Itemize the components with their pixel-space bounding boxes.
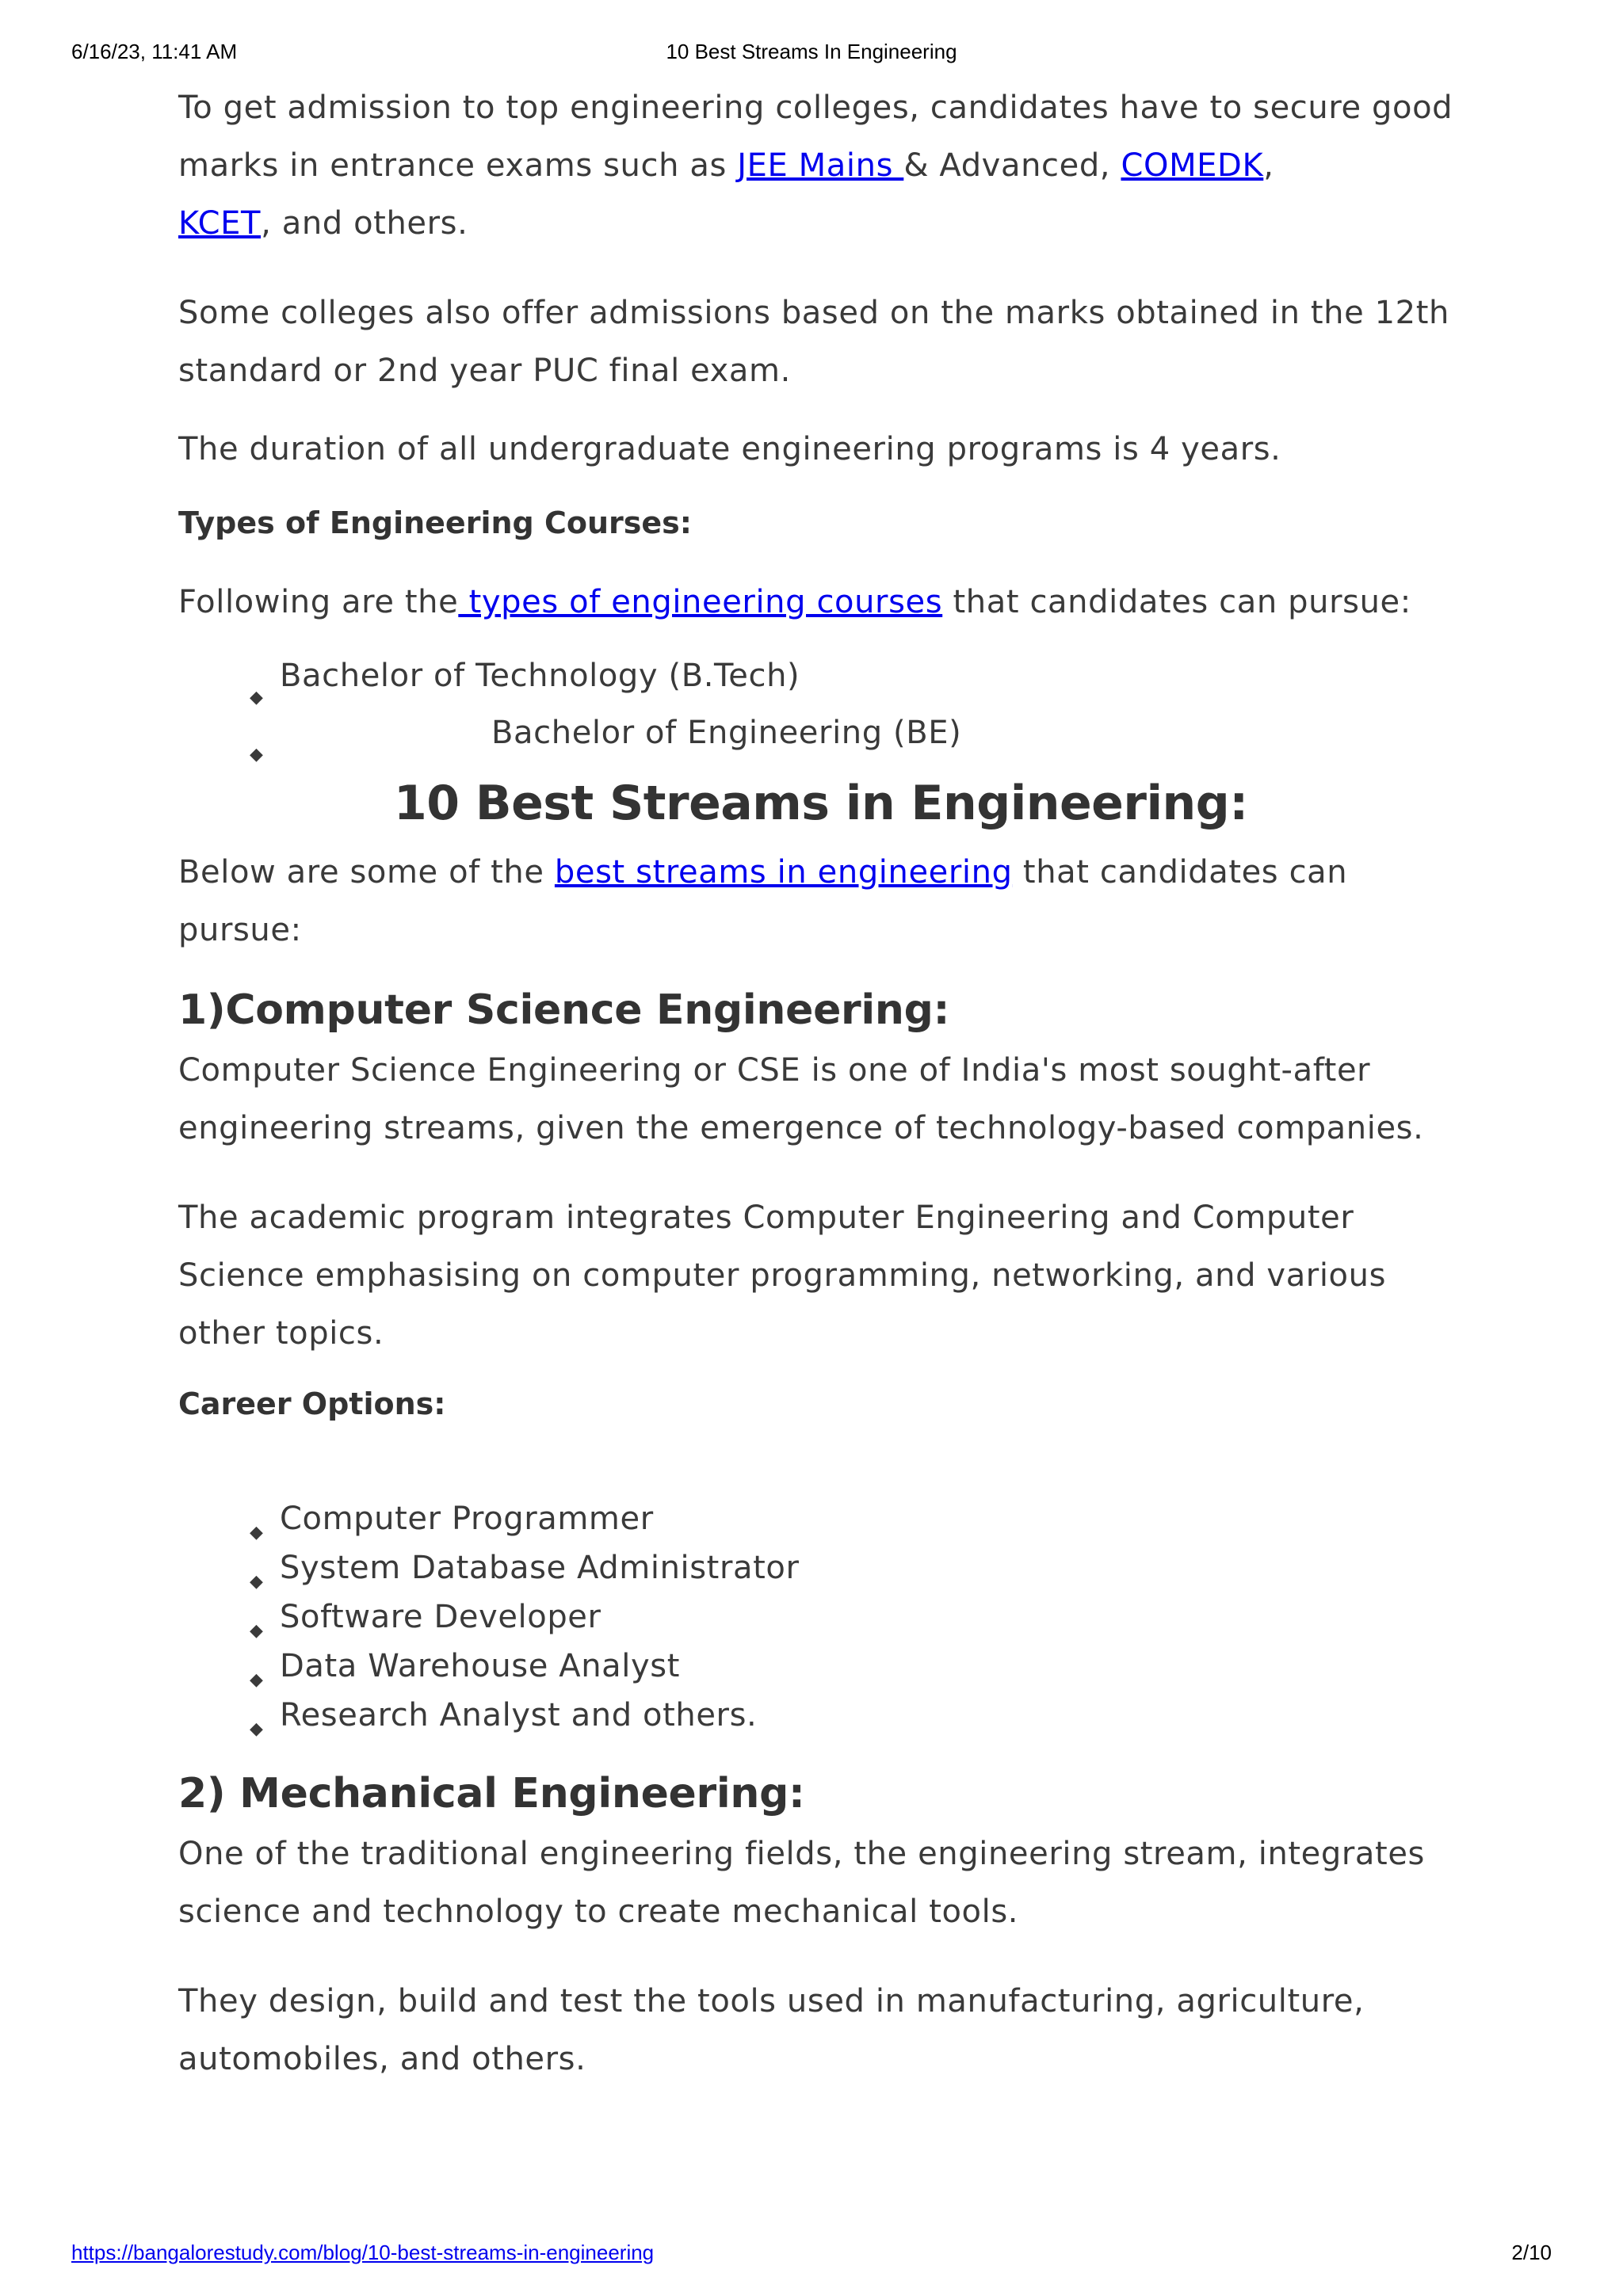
course-types-list — [178, 647, 1462, 765]
kcet-link[interactable]: KCET — [178, 205, 262, 242]
list-item-text: Data Warehouse Analyst — [280, 1648, 680, 1684]
list-item — [250, 1642, 1462, 1691]
intro-text: & Advanced, — [903, 147, 1121, 184]
types-lead — [178, 574, 1462, 631]
page-number: 2/10 — [1511, 2241, 1552, 2264]
list-item — [250, 704, 1462, 765]
main-lead — [178, 844, 1462, 959]
list-item — [250, 647, 1462, 707]
mechanical-paragraph-1: One of the traditional engineering fields, the engineering stream, integrates science and technology to create mechanical tools. — [178, 1836, 1425, 1930]
list-item-text: Bachelor of Engineering (BE) — [491, 715, 962, 751]
page-url-link[interactable]: https://bangalorestudy.com/blog/10-best-streams-in-engineering — [71, 2241, 655, 2264]
list-item-text: Bachelor of Technology (B.Tech) — [280, 658, 800, 694]
list-item — [250, 1543, 1462, 1592]
intro-paragraph-duration: The duration of all undergraduate engineering programs is 4 years. — [178, 431, 1281, 467]
list-item-text: System Database Administrator — [280, 1550, 800, 1586]
intro-paragraph-admission — [178, 79, 1462, 253]
diamond-bullet-icon: ◆ — [250, 1621, 264, 1641]
types-lead-text: that candidates can pursue: — [942, 584, 1411, 620]
intro-text: , and others. — [261, 205, 468, 242]
intro-text: , — [1263, 147, 1274, 184]
comedk-link[interactable]: COMEDK — [1121, 147, 1264, 184]
types-of-engineering-courses-link[interactable]: types of engineering courses — [458, 584, 943, 620]
list-item-text: Research Analyst and others. — [280, 1697, 758, 1733]
main-lead-text: Below are some of the — [178, 854, 555, 891]
page-heading: 10 Best Streams in Engineering: — [394, 776, 1248, 831]
types-heading: Types of Engineering Courses: — [178, 505, 692, 540]
diamond-bullet-icon: ◆ — [250, 688, 264, 707]
cse-heading: 1)Computer Science Engineering: — [178, 986, 950, 1034]
list-item-text: Computer Programmer — [280, 1501, 654, 1537]
mechanical-heading: 2) Mechanical Engineering: — [178, 1770, 805, 1817]
list-item — [250, 1494, 1462, 1543]
list-item — [250, 1691, 1462, 1740]
mechanical-paragraph-2: They design, build and test the tools used in manufacturing, agriculture, automobiles, and others. — [178, 1983, 1365, 2077]
list-item — [250, 1592, 1462, 1642]
diamond-bullet-icon: ◆ — [250, 745, 264, 765]
best-streams-link[interactable]: best streams in engineering — [554, 854, 1013, 891]
types-lead-text: Following are the — [178, 584, 459, 620]
career-options-list — [178, 1494, 1462, 1740]
print-date: 6/16/23, 11:41 AM — [71, 40, 238, 63]
diamond-bullet-icon: ◆ — [250, 1523, 264, 1543]
print-header — [71, 40, 1552, 65]
list-item-text: Software Developer — [280, 1599, 601, 1635]
diamond-bullet-icon: ◆ — [250, 1719, 264, 1739]
cse-paragraph-1: Computer Science Engineering or CSE is one of India's most sought-after engineering streams, given the emergence of technology-based companies. — [178, 1052, 1424, 1146]
diamond-bullet-icon: ◆ — [250, 1670, 264, 1690]
cse-paragraph-2: The academic program integrates Computer Engineering and Computer Science emphasising on computer programming, networking, and various other topics. — [178, 1199, 1387, 1352]
article-content — [178, 79, 1462, 2120]
diamond-bullet-icon: ◆ — [250, 1572, 264, 1592]
career-options-heading: Career Options: — [178, 1386, 446, 1421]
main-lead-text: that candidates can pursue: — [178, 854, 1348, 948]
intro-text: To get admission to top engineering colleges, candidates have to secure good marks in entrance exams such as — [178, 90, 1453, 184]
intro-paragraph-puc: Some colleges also offer admissions based on the marks obtained in the 12th standard or 2nd year PUC final exam. — [178, 295, 1449, 389]
print-title: 10 Best Streams In Engineering — [666, 40, 957, 63]
jee-mains-link[interactable]: JEE Mains — [737, 147, 904, 184]
